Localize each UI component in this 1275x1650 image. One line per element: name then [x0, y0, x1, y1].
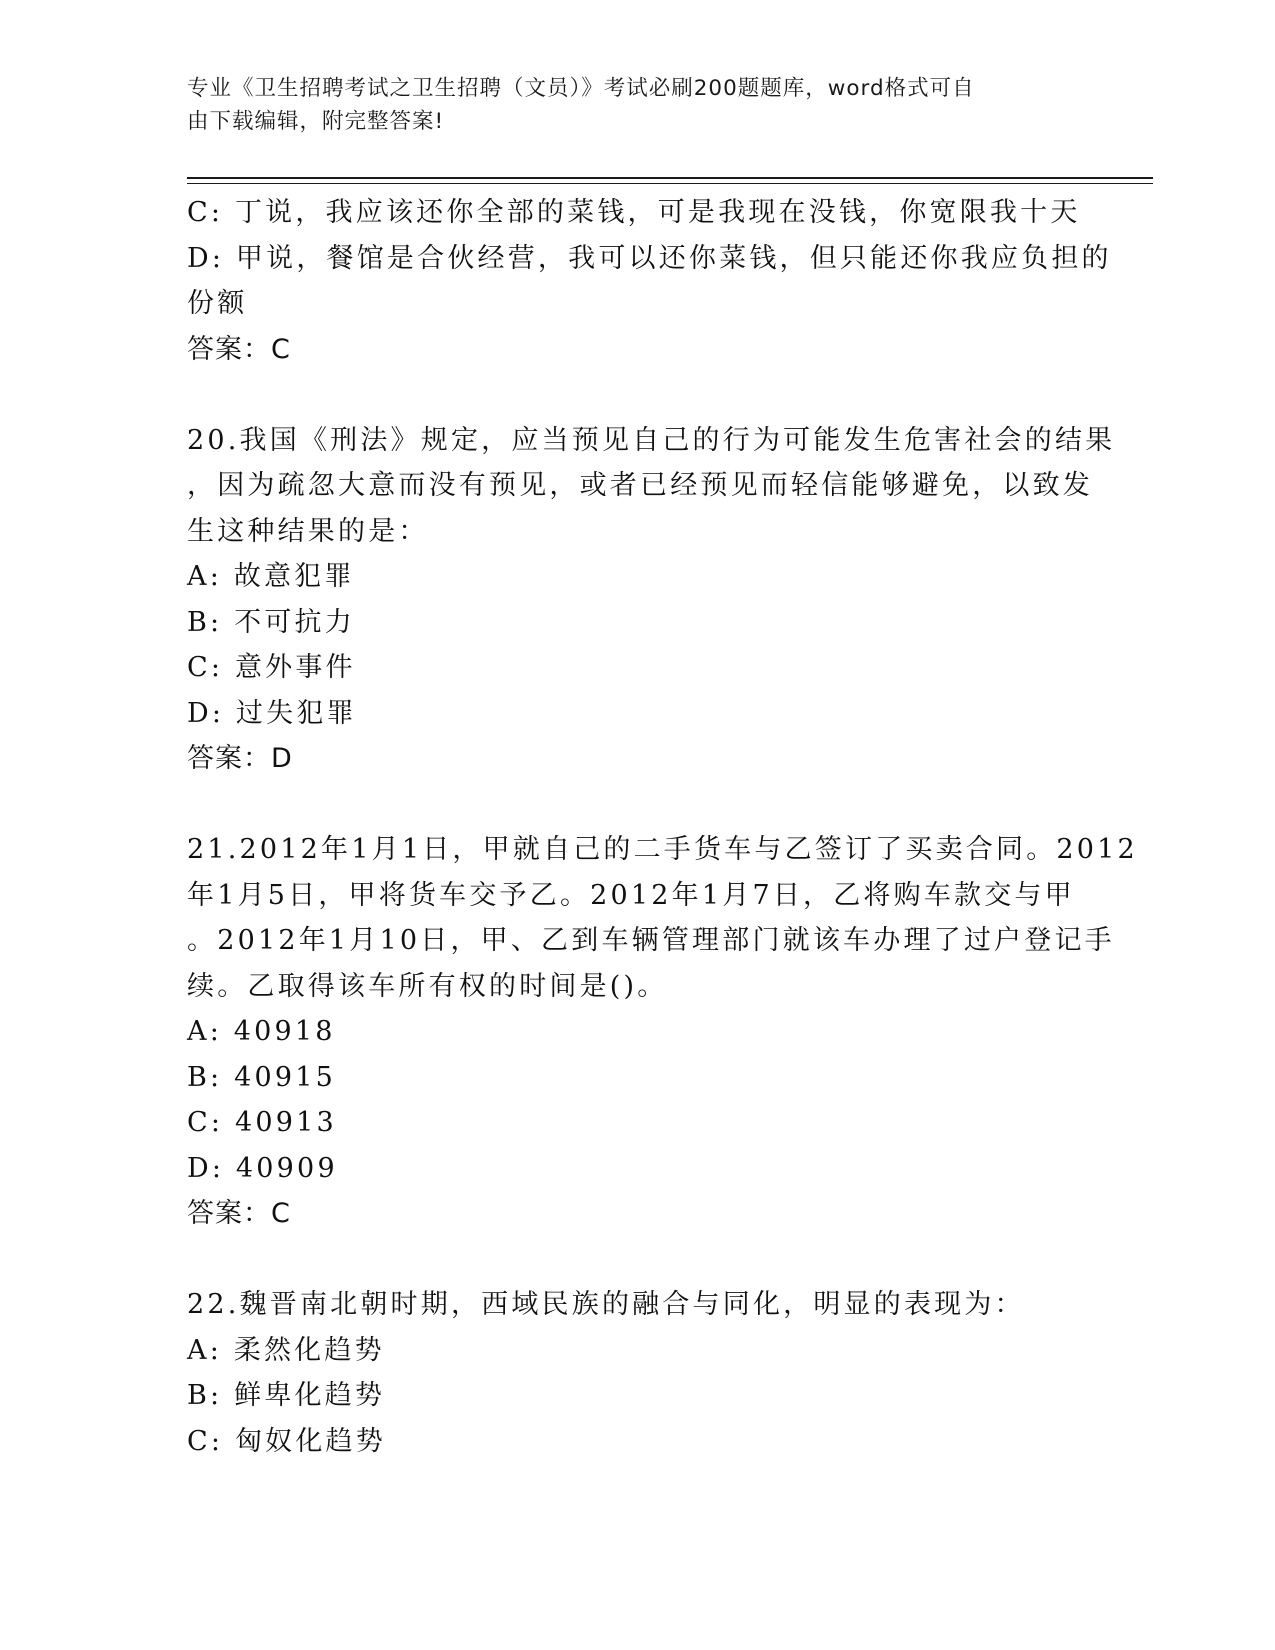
option-d: D: 40909 [187, 1152, 338, 1184]
question-stem-continued: 生这种结果的是： [187, 515, 429, 547]
answer-line: 答案：D [187, 743, 293, 774]
document-header [187, 72, 1067, 138]
question-stem-continued: 年1月5日，甲将货车交予乙。2012年1月7日，乙将购车款交与甲 [187, 879, 1075, 911]
header-divider-thick [187, 177, 1153, 179]
option-c: C: 匈奴化趋势 [187, 1425, 386, 1457]
question-22 [187, 1282, 1087, 1464]
option-b: B: 鲜卑化趋势 [187, 1380, 386, 1411]
option-a: A: 故意犯罪 [187, 561, 355, 592]
spacer [187, 372, 1087, 418]
option-d: D: 过失犯罪 [187, 697, 357, 729]
question-stem: 21.2012年1月1日，甲就自己的二手货车与乙签订了买卖合同。2012 [187, 834, 1138, 865]
question-21 [187, 827, 1138, 1237]
spacer [187, 782, 1087, 828]
option-b: B: 不可抗力 [187, 606, 355, 638]
header-line-2: 由下载编辑，附完整答案! [187, 109, 445, 134]
question-19 [187, 190, 1112, 372]
option-c: C: 40913 [187, 1107, 337, 1138]
question-stem: 20.我国《刑法》规定，应当预见自己的行为可能发生危害社会的结果 [187, 424, 1116, 456]
header-line-1: 专业《卫生招聘考试之卫生招聘（文员）》考试必刷200题题库，word格式可自 [187, 76, 975, 101]
option-c: C: 丁说，我应该还你全部的菜钱，可是我现在没钱，你宽限我十天 [187, 197, 1081, 228]
option-c: C: 意外事件 [187, 652, 356, 683]
question-stem-continued: 续。乙取得该车所有权的时间是()。 [187, 970, 668, 1002]
spacer [187, 1237, 1087, 1283]
option-d-continued: 份额 [187, 288, 248, 319]
option-d: D: 甲说，餐馆是合伙经营，我可以还你菜钱，但只能还你我应负担的 [187, 242, 1112, 274]
document-body [187, 190, 1138, 1464]
option-a: A: 40918 [187, 1016, 336, 1047]
question-20 [187, 418, 1116, 782]
question-stem: 22.魏晋南北朝时期，西域民族的融合与同化，明显的表现为： [187, 1289, 1025, 1320]
header-divider-thin [187, 183, 1153, 184]
question-stem-continued: 。2012年1月10日，甲、乙到车辆管理部门就该车办理了过户登记手 [187, 925, 1115, 956]
option-b: B: 40915 [187, 1061, 337, 1093]
option-a: A: 柔然化趋势 [187, 1334, 385, 1366]
question-stem-continued: ，因为疏忽大意而没有预见，或者已经预见而轻信能够避免，以致发 [187, 470, 1093, 501]
answer-line: 答案：C [187, 1198, 291, 1229]
answer-line: 答案：C [187, 333, 291, 365]
